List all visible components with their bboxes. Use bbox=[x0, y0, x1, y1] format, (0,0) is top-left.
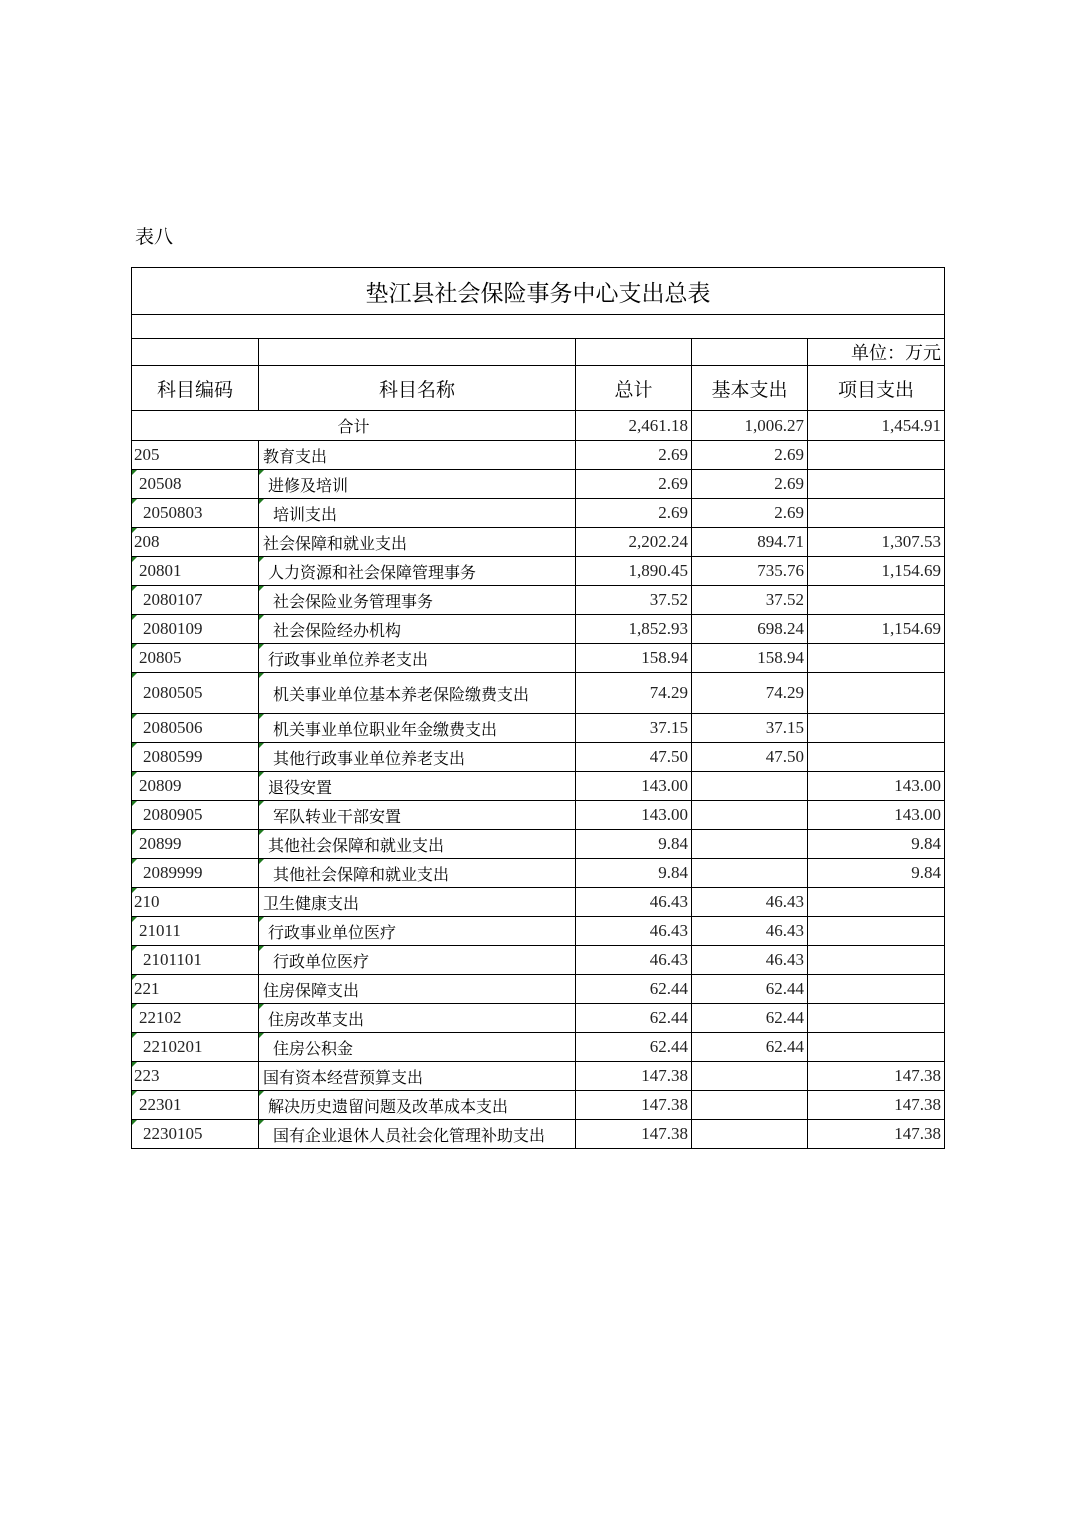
row-project bbox=[808, 499, 945, 528]
row-name: 行政事业单位养老支出 bbox=[259, 644, 576, 673]
row-project bbox=[808, 946, 945, 975]
row-total: 143.00 bbox=[576, 801, 692, 830]
row-code: 20899 bbox=[132, 830, 259, 859]
table-row bbox=[132, 615, 945, 644]
row-basic: 62.44 bbox=[692, 975, 808, 1004]
table-row bbox=[132, 888, 945, 917]
row-name: 行政单位医疗 bbox=[259, 946, 576, 975]
row-code: 20801 bbox=[132, 557, 259, 586]
table-row bbox=[132, 441, 945, 470]
row-code: 21011 bbox=[132, 917, 259, 946]
expenditure-summary-table bbox=[131, 267, 945, 1149]
total-basic: 1,006.27 bbox=[692, 411, 808, 441]
row-basic bbox=[692, 772, 808, 801]
row-basic: 698.24 bbox=[692, 615, 808, 644]
row-code: 2210201 bbox=[132, 1033, 259, 1062]
table-row bbox=[132, 557, 945, 586]
row-project: 143.00 bbox=[808, 772, 945, 801]
row-basic: 37.52 bbox=[692, 586, 808, 615]
row-code: 223 bbox=[132, 1062, 259, 1091]
table-row bbox=[132, 673, 945, 714]
row-basic: 62.44 bbox=[692, 1033, 808, 1062]
row-name: 培训支出 bbox=[259, 499, 576, 528]
total-label: 合计 bbox=[132, 411, 576, 441]
table-row bbox=[132, 917, 945, 946]
row-total: 74.29 bbox=[576, 673, 692, 714]
row-code: 2080506 bbox=[132, 714, 259, 743]
table-row bbox=[132, 1091, 945, 1120]
row-code: 2080599 bbox=[132, 743, 259, 772]
unit-label: 单位：万元 bbox=[808, 339, 945, 366]
row-name: 社会保障和就业支出 bbox=[259, 528, 576, 557]
table-row bbox=[132, 714, 945, 743]
table-number-label: 表八 bbox=[135, 226, 174, 248]
row-total: 2.69 bbox=[576, 441, 692, 470]
row-code: 2080109 bbox=[132, 615, 259, 644]
row-total: 37.15 bbox=[576, 714, 692, 743]
row-project bbox=[808, 714, 945, 743]
row-code: 205 bbox=[132, 441, 259, 470]
row-total: 158.94 bbox=[576, 644, 692, 673]
row-name: 住房公积金 bbox=[259, 1033, 576, 1062]
table-row bbox=[132, 859, 945, 888]
row-code: 210 bbox=[132, 888, 259, 917]
table-row bbox=[132, 1062, 945, 1091]
row-project: 9.84 bbox=[808, 830, 945, 859]
row-code: 20809 bbox=[132, 772, 259, 801]
row-basic: 62.44 bbox=[692, 1004, 808, 1033]
unit-row bbox=[132, 339, 945, 366]
row-name: 其他行政事业单位养老支出 bbox=[259, 743, 576, 772]
row-total: 147.38 bbox=[576, 1120, 692, 1149]
header-basic: 基本支出 bbox=[692, 366, 808, 411]
row-name: 国有资本经营预算支出 bbox=[259, 1062, 576, 1091]
row-name: 行政事业单位医疗 bbox=[259, 917, 576, 946]
row-code: 2080505 bbox=[132, 673, 259, 714]
row-code: 22301 bbox=[132, 1091, 259, 1120]
row-total: 9.84 bbox=[576, 859, 692, 888]
row-basic: 74.29 bbox=[692, 673, 808, 714]
row-basic: 735.76 bbox=[692, 557, 808, 586]
row-basic: 37.15 bbox=[692, 714, 808, 743]
header-project: 项目支出 bbox=[808, 366, 945, 411]
row-code: 20508 bbox=[132, 470, 259, 499]
row-project: 1,154.69 bbox=[808, 615, 945, 644]
table-row bbox=[132, 470, 945, 499]
row-code: 2080905 bbox=[132, 801, 259, 830]
row-total: 9.84 bbox=[576, 830, 692, 859]
row-project bbox=[808, 888, 945, 917]
table-row bbox=[132, 743, 945, 772]
row-total: 2.69 bbox=[576, 470, 692, 499]
row-code: 2080107 bbox=[132, 586, 259, 615]
header-code: 科目编码 bbox=[132, 366, 259, 411]
row-name: 进修及培训 bbox=[259, 470, 576, 499]
row-name: 国有企业退休人员社会化管理补助支出 bbox=[259, 1120, 576, 1149]
row-basic: 2.69 bbox=[692, 470, 808, 499]
row-name: 社会保险经办机构 bbox=[259, 615, 576, 644]
row-code: 2230105 bbox=[132, 1120, 259, 1149]
row-project: 147.38 bbox=[808, 1120, 945, 1149]
table-row bbox=[132, 499, 945, 528]
table-row bbox=[132, 801, 945, 830]
row-name: 卫生健康支出 bbox=[259, 888, 576, 917]
row-project bbox=[808, 743, 945, 772]
row-total: 46.43 bbox=[576, 917, 692, 946]
row-project bbox=[808, 1033, 945, 1062]
row-basic bbox=[692, 1062, 808, 1091]
table-row bbox=[132, 1033, 945, 1062]
row-project: 143.00 bbox=[808, 801, 945, 830]
total-sum: 2,461.18 bbox=[576, 411, 692, 441]
row-name: 机关事业单位基本养老保险缴费支出 bbox=[259, 673, 576, 714]
row-project bbox=[808, 470, 945, 499]
row-name: 其他社会保障和就业支出 bbox=[259, 830, 576, 859]
table-title: 垫江县社会保险事务中心支出总表 bbox=[132, 268, 945, 315]
row-project bbox=[808, 917, 945, 946]
row-basic: 46.43 bbox=[692, 917, 808, 946]
row-basic: 46.43 bbox=[692, 888, 808, 917]
row-project: 1,154.69 bbox=[808, 557, 945, 586]
row-total: 46.43 bbox=[576, 946, 692, 975]
row-name: 住房改革支出 bbox=[259, 1004, 576, 1033]
row-project bbox=[808, 1004, 945, 1033]
table-row bbox=[132, 1004, 945, 1033]
row-code: 20805 bbox=[132, 644, 259, 673]
row-name: 机关事业单位职业年金缴费支出 bbox=[259, 714, 576, 743]
row-total: 46.43 bbox=[576, 888, 692, 917]
row-name: 教育支出 bbox=[259, 441, 576, 470]
row-basic bbox=[692, 830, 808, 859]
table-row bbox=[132, 830, 945, 859]
row-basic: 46.43 bbox=[692, 946, 808, 975]
row-code: 208 bbox=[132, 528, 259, 557]
header-name: 科目名称 bbox=[259, 366, 576, 411]
table-row bbox=[132, 946, 945, 975]
row-total: 1,852.93 bbox=[576, 615, 692, 644]
row-project: 147.38 bbox=[808, 1062, 945, 1091]
row-basic bbox=[692, 801, 808, 830]
row-name: 人力资源和社会保障管理事务 bbox=[259, 557, 576, 586]
row-total: 143.00 bbox=[576, 772, 692, 801]
row-basic: 2.69 bbox=[692, 499, 808, 528]
row-total: 1,890.45 bbox=[576, 557, 692, 586]
row-name: 军队转业干部安置 bbox=[259, 801, 576, 830]
table-row bbox=[132, 772, 945, 801]
table-row bbox=[132, 528, 945, 557]
row-project bbox=[808, 441, 945, 470]
row-code: 2101101 bbox=[132, 946, 259, 975]
row-project: 1,307.53 bbox=[808, 528, 945, 557]
row-project bbox=[808, 586, 945, 615]
row-basic: 158.94 bbox=[692, 644, 808, 673]
row-code: 2089999 bbox=[132, 859, 259, 888]
table-row bbox=[132, 975, 945, 1004]
row-name: 社会保险业务管理事务 bbox=[259, 586, 576, 615]
row-name: 解决历史遗留问题及改革成本支出 bbox=[259, 1091, 576, 1120]
total-row bbox=[132, 411, 945, 441]
header-total: 总计 bbox=[576, 366, 692, 411]
total-project: 1,454.91 bbox=[808, 411, 945, 441]
row-total: 147.38 bbox=[576, 1062, 692, 1091]
title-row bbox=[132, 268, 945, 315]
row-total: 147.38 bbox=[576, 1091, 692, 1120]
row-basic bbox=[692, 1120, 808, 1149]
table-row bbox=[132, 644, 945, 673]
row-name: 住房保障支出 bbox=[259, 975, 576, 1004]
row-name: 其他社会保障和就业支出 bbox=[259, 859, 576, 888]
row-code: 2050803 bbox=[132, 499, 259, 528]
row-total: 62.44 bbox=[576, 1004, 692, 1033]
row-basic bbox=[692, 1091, 808, 1120]
blank-row bbox=[132, 315, 945, 339]
table-row bbox=[132, 586, 945, 615]
table-row bbox=[132, 1120, 945, 1149]
row-name: 退役安置 bbox=[259, 772, 576, 801]
row-total: 47.50 bbox=[576, 743, 692, 772]
row-total: 62.44 bbox=[576, 1033, 692, 1062]
row-project: 9.84 bbox=[808, 859, 945, 888]
row-total: 62.44 bbox=[576, 975, 692, 1004]
row-total: 2.69 bbox=[576, 499, 692, 528]
row-basic: 894.71 bbox=[692, 528, 808, 557]
row-project bbox=[808, 644, 945, 673]
row-project: 147.38 bbox=[808, 1091, 945, 1120]
row-basic: 47.50 bbox=[692, 743, 808, 772]
row-project bbox=[808, 673, 945, 714]
row-total: 2,202.24 bbox=[576, 528, 692, 557]
row-basic: 2.69 bbox=[692, 441, 808, 470]
row-code: 221 bbox=[132, 975, 259, 1004]
row-total: 37.52 bbox=[576, 586, 692, 615]
row-project bbox=[808, 975, 945, 1004]
row-code: 22102 bbox=[132, 1004, 259, 1033]
header-row bbox=[132, 366, 945, 411]
row-basic bbox=[692, 859, 808, 888]
